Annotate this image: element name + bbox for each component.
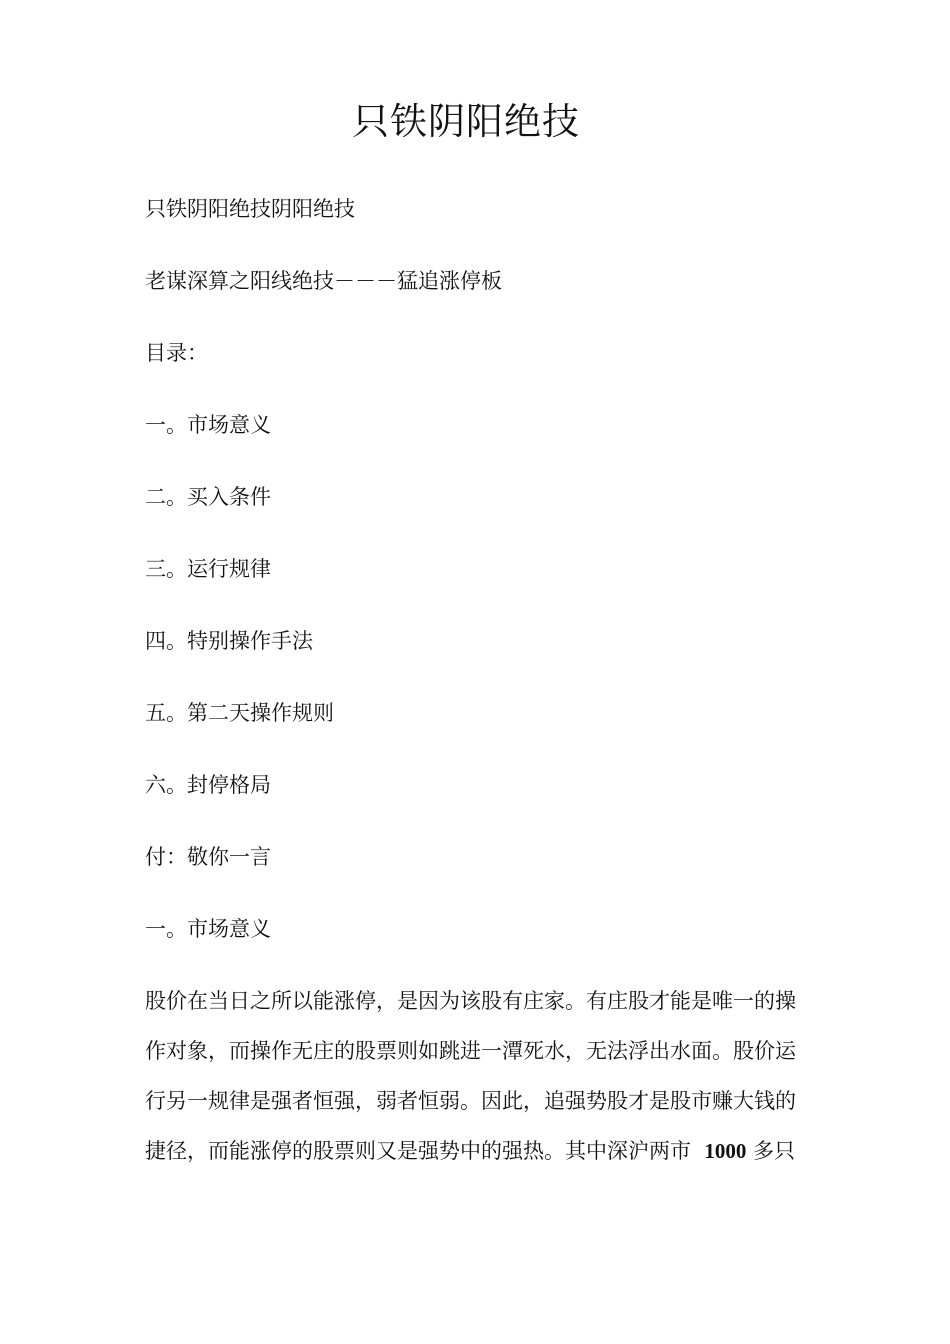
paragraph-line-4-text: 捷径，而能涨停的股票则又是强势中的强热。其中深沪两市	[145, 1139, 691, 1163]
body-paragraph	[145, 986, 815, 1186]
document-subtitle: 只铁阴阳绝技阴阳绝技	[145, 197, 355, 221]
toc-item-5: 五。第二天操作规则	[145, 701, 334, 725]
toc-item-3: 三。运行规律	[145, 557, 271, 581]
paragraph-line-2: 作对象，而操作无庄的股票则如跳进一潭死水，无法浮出水面。股价运	[145, 1039, 796, 1063]
document-title: 只铁阴阳绝技	[352, 100, 580, 143]
toc-item-6: 六。封停格局	[145, 773, 271, 797]
section-heading: 一。市场意义	[145, 917, 271, 941]
paragraph-number: 1000	[704, 1139, 747, 1163]
paragraph-line-1: 股价在当日之所以能涨停，是因为该股有庄家。有庄股才能是唯一的操	[145, 989, 796, 1013]
toc-label: 目录：	[145, 341, 208, 365]
paragraph-line-4	[145, 1136, 815, 1186]
paragraph-line-3: 行另一规律是强者恒强，弱者恒弱。因此，追强势股才是股市赚大钱的	[145, 1089, 796, 1113]
toc-item-2: 二。买入条件	[145, 485, 271, 509]
toc-item-7: 付：敬你一言	[145, 845, 271, 869]
toc-item-1: 一。市场意义	[145, 413, 271, 437]
document-heading: 老谋深算之阳线绝技－－－猛追涨停板	[145, 269, 502, 293]
toc-item-4: 四。特别操作手法	[145, 629, 313, 653]
paragraph-line-4-end: 多只	[753, 1139, 796, 1163]
